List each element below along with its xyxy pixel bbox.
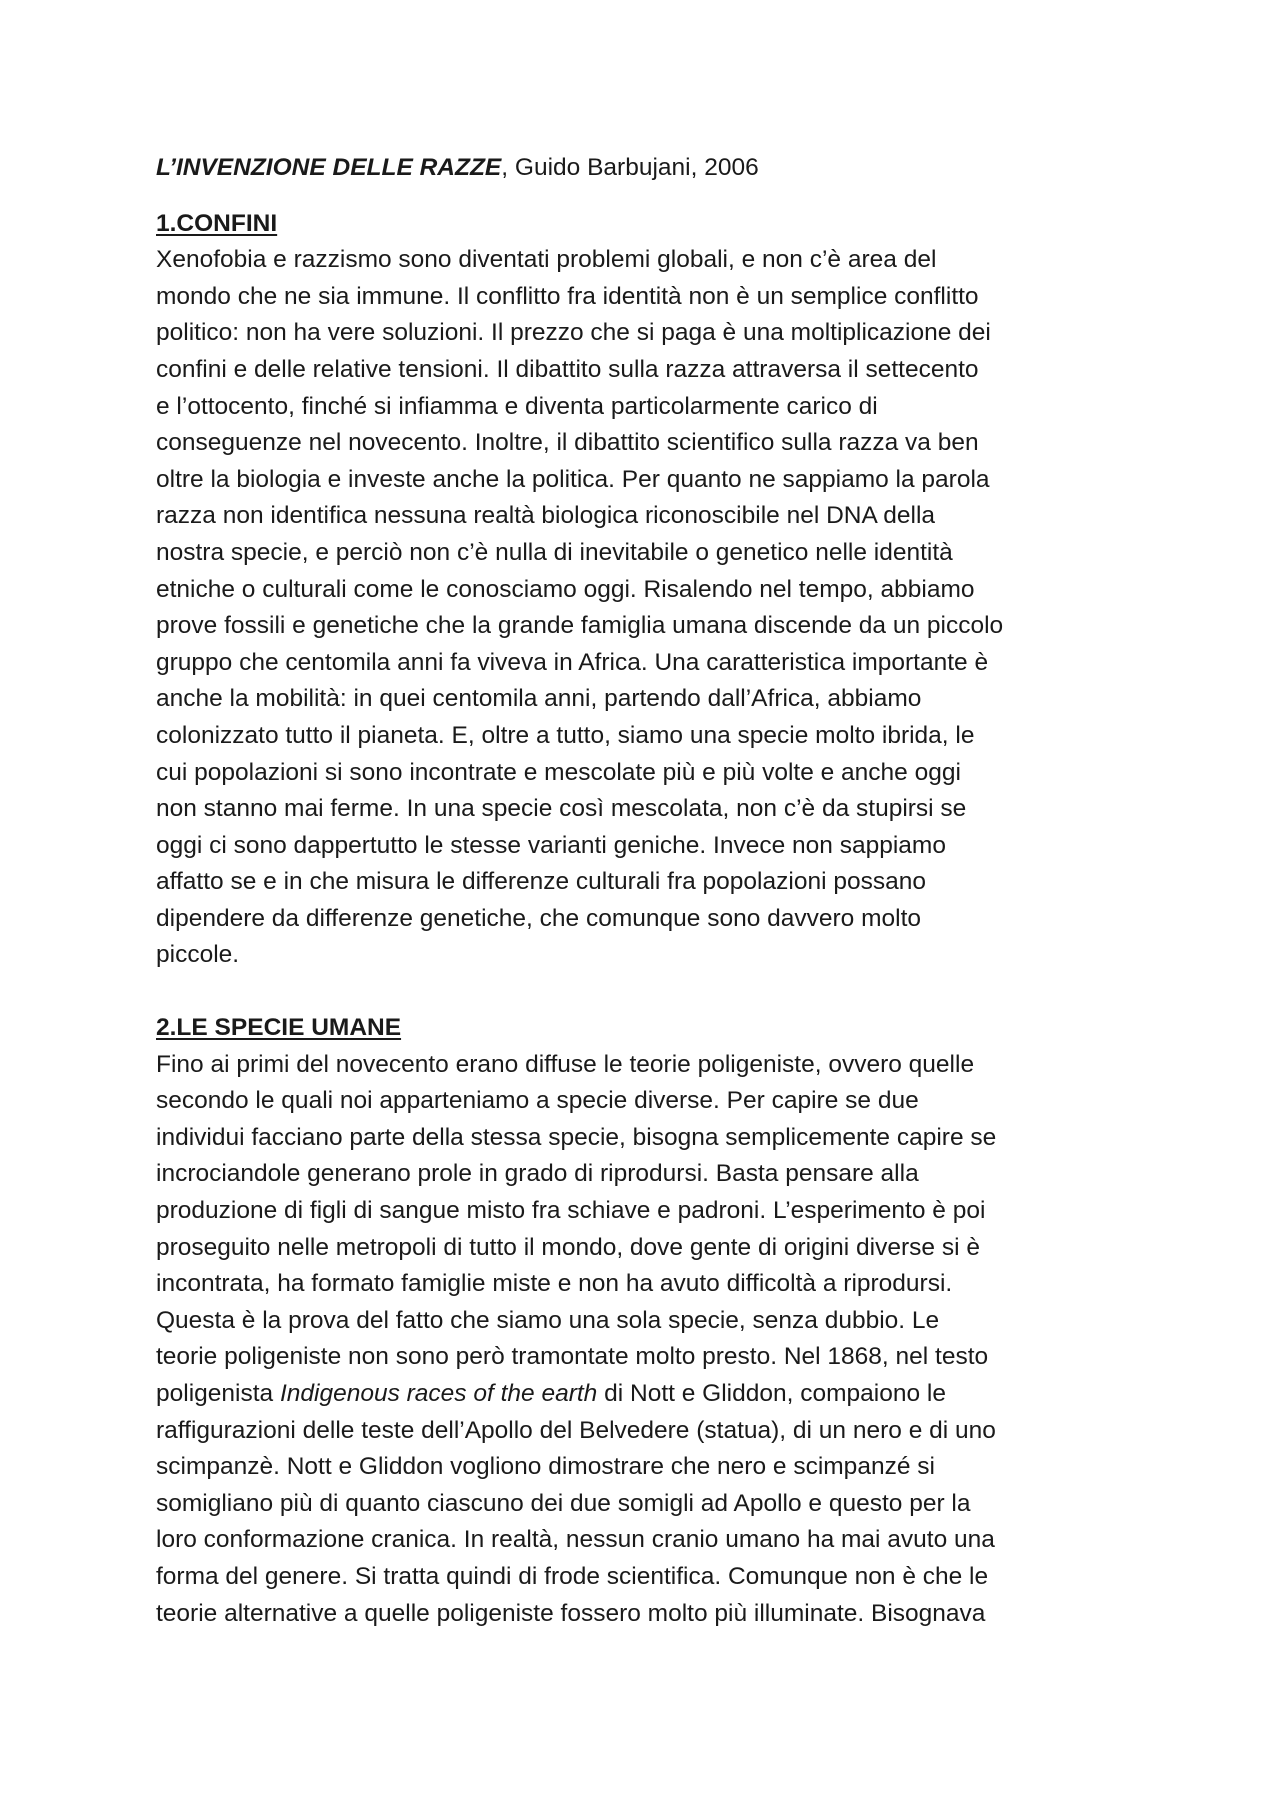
text-line: oltre la biologia e investe anche la politica. Per quanto ne sappiamo la parola — [156, 465, 990, 493]
text-line: somigliano più di quanto ciascuno dei due somigli ad Apollo e questo per la — [156, 1489, 971, 1517]
byline: , Guido Barbujani, 2006 — [501, 154, 759, 181]
document-page — [156, 150, 1156, 1668]
text-line: conseguenze nel novecento. Inoltre, il dibattito scientifico sulla razza va ben — [156, 429, 979, 457]
text-line: individui facciano parte della stessa specie, bisogna semplicemente capire se — [156, 1123, 997, 1151]
text-line-with-citation — [156, 1376, 1156, 1413]
text-line: Xenofobia e razzismo sono diventati problemi globali, e non c’è area del — [156, 246, 937, 274]
section-heading: 2.LE SPECIE UMANE — [156, 1014, 402, 1042]
text-line: Questa è la prova del fatto che siamo una sola specie, senza dubbio. Le — [156, 1306, 940, 1334]
text-line: confini e delle relative tensioni. Il dibattito sulla razza attraversa il settecento — [156, 355, 979, 383]
text-line: affatto se e in che misura le differenze culturali fra popolazioni possano — [156, 868, 926, 896]
text-line: cui popolazioni si sono incontrate e mescolate più e più volte e anche oggi — [156, 758, 961, 786]
text-line: Fino ai primi del novecento erano diffuse le teorie poligeniste, ovvero quelle — [156, 1050, 975, 1078]
text-line: colonizzato tutto il pianeta. E, oltre a tutto, siamo una specie molto ibrida, le — [156, 721, 975, 749]
text-line: incrociandole generano prole in grado di riprodursi. Basta pensare alla — [156, 1160, 919, 1188]
text-segment: poligenista — [156, 1380, 280, 1407]
text-line: piccole. — [156, 941, 240, 969]
text-line: secondo le quali noi apparteniamo a specie diverse. Per capire se due — [156, 1087, 919, 1115]
text-line: teorie alternative a quelle poligeniste fossero molto più illuminate. Bisognava — [156, 1599, 986, 1627]
document-header — [156, 150, 1156, 187]
text-line: nostra specie, e perciò non c’è nulla di inevitabile o genetico nelle identità — [156, 538, 953, 566]
section-body — [156, 1047, 1156, 1633]
text-line: politico: non ha vere soluzioni. Il prezzo che si paga è una moltiplicazione dei — [156, 319, 991, 347]
text-line: teorie poligeniste non sono però tramontate molto presto. Nel 1868, nel testo — [156, 1343, 989, 1371]
cited-book-title: Indigenous races of the earth — [279, 1380, 598, 1407]
text-line: anche la mobilità: in quei centomila anni, partendo dall’Africa, abbiamo — [156, 685, 922, 713]
text-line: e l’ottocento, finché si infiamma e diventa particolarmente carico di — [156, 392, 878, 420]
text-line: incontrata, ha formato famiglie miste e non ha avuto difficoltà a riprodursi. — [156, 1270, 953, 1298]
section-confini — [156, 206, 1156, 974]
text-line: mondo che ne sia immune. Il conflitto fra identità non è un semplice conflitto — [156, 282, 979, 310]
text-line: proseguito nelle metropoli di tutto il mondo, dove gente di origini diverse si è — [156, 1233, 980, 1261]
text-line: non stanno mai ferme. In una specie così mescolata, non c’è da stupirsi se — [156, 795, 967, 823]
text-segment: di Nott e Gliddon, compaiono le — [597, 1380, 946, 1407]
text-line: scimpanzè. Nott e Gliddon vogliono dimostrare che nero e scimpanzé si — [156, 1453, 935, 1481]
text-line: gruppo che centomila anni fa viveva in Africa. Una caratteristica importante è — [156, 648, 989, 676]
section-body — [156, 242, 1156, 974]
section-specie-umane — [156, 1010, 1156, 1632]
text-line: loro conformazione cranica. In realtà, nessun cranio umano ha mai avuto una — [156, 1526, 995, 1554]
text-line: dipendere da differenze genetiche, che comunque sono davvero molto — [156, 904, 922, 932]
book-title: L’INVENZIONE DELLE RAZZE — [156, 154, 502, 181]
text-line: raffigurazioni delle teste dell’Apollo del Belvedere (statua), di un nero e di uno — [156, 1416, 996, 1444]
text-line: forma del genere. Si tratta quindi di frode scientifica. Comunque non è che le — [156, 1562, 989, 1590]
text-line: prove fossili e genetiche che la grande famiglia umana discende da un piccolo — [156, 612, 1004, 640]
text-line: etniche o culturali come le conosciamo oggi. Risalendo nel tempo, abbiamo — [156, 575, 975, 603]
text-line: produzione di figli di sangue misto fra schiave e padroni. L’esperimento è poi — [156, 1197, 986, 1225]
section-heading: 1.CONFINI — [156, 209, 278, 237]
text-line: oggi ci sono dappertutto le stesse varianti geniche. Invece non sappiamo — [156, 831, 946, 859]
text-line: razza non identifica nessuna realtà biologica riconoscibile nel DNA della — [156, 502, 936, 530]
